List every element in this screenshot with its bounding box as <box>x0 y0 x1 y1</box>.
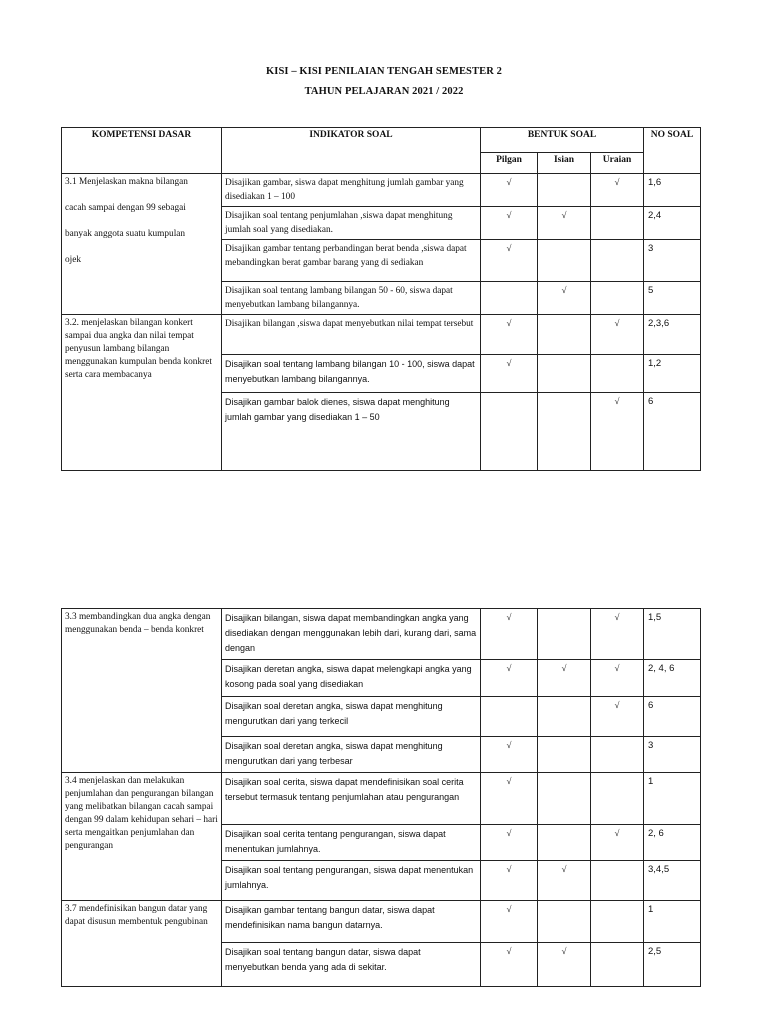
check-isian <box>538 174 591 207</box>
check-isian: √ <box>538 282 591 315</box>
check-uraian: √ <box>591 697 644 737</box>
header-pilgan: Pilgan <box>481 153 538 174</box>
indikator-cell: Disajikan bilangan, siswa dapat membandingkan angka yang disediakan dengan menggunakan lebih dari, kurang dari, sama dengan <box>222 609 481 660</box>
check-uraian <box>591 773 644 825</box>
header-no-soal: NO SOAL <box>644 128 701 174</box>
no-soal-cell: 1 <box>644 901 701 943</box>
check-uraian: √ <box>591 660 644 697</box>
header-indikator-soal: INDIKATOR SOAL <box>222 128 481 174</box>
check-isian <box>538 773 591 825</box>
check-isian <box>538 240 591 282</box>
check-isian <box>538 697 591 737</box>
no-soal-cell: 1,2 <box>644 355 701 393</box>
kompetensi-3-4: 3.4 menjelaskan dan melakukan penjumlahan dan pengurangan bilangan yang melibatkan bilangan cacah sampai dengan 99 dalam kehidupan sehari – hari serta mengaitkan penjumlahan dan pengurangan <box>62 773 222 901</box>
check-pilgan: √ <box>481 737 538 773</box>
no-soal-cell: 6 <box>644 697 701 737</box>
kompetensi-line: 3.1 Menjelaskan makna bilangan <box>65 177 188 187</box>
no-soal-cell: 1,6 <box>644 174 701 207</box>
indikator-cell: Disajikan soal deretan angka, siswa dapat menghitung mengurutkan dari yang terkecil <box>222 697 481 737</box>
kompetensi-line: cacah sampai dengan 99 sebagai <box>65 203 186 213</box>
header-isian: Isian <box>538 153 591 174</box>
indikator-cell: Disajikan bilangan ,siswa dapat menyebutkan nilai tempat tersebut <box>222 315 481 355</box>
check-isian <box>538 355 591 393</box>
indikator-cell: Disajikan soal deretan angka, siswa dapat menghitung mengurutkan dari yang terbesar <box>222 737 481 773</box>
kompetensi-3-3: 3.3 membandingkan dua angka dengan menggunakan benda – benda konkret <box>62 609 222 773</box>
no-soal-cell: 3 <box>644 737 701 773</box>
kisi-table-1 <box>61 127 701 471</box>
check-uraian <box>591 282 644 315</box>
table-row <box>62 315 701 355</box>
check-isian <box>538 315 591 355</box>
no-soal-cell: 3,4,5 <box>644 861 701 901</box>
indikator-cell: Disajikan soal tentang lambang bilangan 50 - 60, siswa dapat menyebutkan lambang bilangannya. <box>222 282 481 315</box>
check-uraian: √ <box>591 393 644 471</box>
header-uraian: Uraian <box>591 153 644 174</box>
check-isian <box>538 609 591 660</box>
check-isian: √ <box>538 660 591 697</box>
kompetensi-3-1 <box>62 174 222 315</box>
indikator-cell: Disajikan soal tentang penjumlahan ,siswa dapat menghitung jumlah soal yang disediakan. <box>222 207 481 240</box>
no-soal-cell: 2,5 <box>644 943 701 987</box>
check-isian <box>538 393 591 471</box>
check-pilgan: √ <box>481 315 538 355</box>
check-uraian <box>591 861 644 901</box>
check-pilgan: √ <box>481 943 538 987</box>
check-pilgan: √ <box>481 825 538 861</box>
check-isian: √ <box>538 861 591 901</box>
check-isian <box>538 737 591 773</box>
indikator-cell: Disajikan soal tentang pengurangan, siswa dapat menentukan jumlahnya. <box>222 861 481 901</box>
check-pilgan: √ <box>481 174 538 207</box>
table-row <box>62 773 701 825</box>
no-soal-cell: 5 <box>644 282 701 315</box>
table-row <box>62 901 701 943</box>
check-pilgan <box>481 282 538 315</box>
header-kompetensi-dasar: KOMPETENSI DASAR <box>62 128 222 174</box>
kompetensi-3-7: 3.7 mendefinisikan bangun datar yang dapat disusun membentuk pengubinan <box>62 901 222 987</box>
check-isian <box>538 901 591 943</box>
check-uraian: √ <box>591 825 644 861</box>
check-pilgan: √ <box>481 240 538 282</box>
check-uraian <box>591 355 644 393</box>
indikator-cell: Disajikan gambar tentang bangun datar, siswa dapat mendefinisikan nama bangun datarnya. <box>222 901 481 943</box>
header-bentuk-soal: BENTUK SOAL <box>481 128 644 153</box>
check-uraian <box>591 240 644 282</box>
check-isian <box>538 825 591 861</box>
document-title: KISI – KISI PENILAIAN TENGAH SEMESTER 2 <box>266 66 502 77</box>
kompetensi-line: banyak anggota suatu kumpulan <box>65 229 186 239</box>
indikator-cell: Disajikan gambar, siswa dapat menghitung jumlah gambar yang disediakan 1 – 100 <box>222 174 481 207</box>
check-pilgan: √ <box>481 207 538 240</box>
table-row <box>62 174 701 207</box>
kisi-table-2 <box>61 608 701 987</box>
check-pilgan: √ <box>481 773 538 825</box>
no-soal-cell: 3 <box>644 240 701 282</box>
check-pilgan: √ <box>481 609 538 660</box>
check-isian: √ <box>538 207 591 240</box>
no-soal-cell: 2, 6 <box>644 825 701 861</box>
indikator-cell: Disajikan gambar tentang perbandingan berat benda ,siswa dapat mebandingkan berat gambar barang yang di sediakan <box>222 240 481 282</box>
check-isian: √ <box>538 943 591 987</box>
check-pilgan <box>481 697 538 737</box>
check-uraian <box>591 207 644 240</box>
no-soal-cell: 2,4 <box>644 207 701 240</box>
indikator-cell: Disajikan soal tentang bangun datar, siswa dapat menyebutkan benda yang ada di sekitar. <box>222 943 481 987</box>
indikator-cell: Disajikan soal cerita, siswa dapat mendefinisikan soal cerita tersebut termasuk tentang penjumlahan atau pengurangan <box>222 773 481 825</box>
check-pilgan: √ <box>481 355 538 393</box>
no-soal-cell: 2, 4, 6 <box>644 660 701 697</box>
check-pilgan: √ <box>481 660 538 697</box>
no-soal-cell: 1,5 <box>644 609 701 660</box>
indikator-cell: Disajikan gambar balok dienes, siswa dapat menghitung jumlah gambar yang disediakan 1 – 50 <box>222 393 481 471</box>
check-uraian: √ <box>591 174 644 207</box>
check-pilgan: √ <box>481 861 538 901</box>
no-soal-cell: 1 <box>644 773 701 825</box>
check-uraian: √ <box>591 609 644 660</box>
kompetensi-3-2: 3.2. menjelaskan bilangan konkert sampai dua angka dan nilai tempat penyusun lambang bilangan menggunakan kumpulan benda konkret serta cara membacanya <box>62 315 222 471</box>
document-subtitle: TAHUN PELAJARAN 2021 / 2022 <box>304 86 464 97</box>
check-pilgan <box>481 393 538 471</box>
indikator-cell: Disajikan deretan angka, siswa dapat melengkapi angka yang kosong pada soal yang disediakan <box>222 660 481 697</box>
check-uraian: √ <box>591 315 644 355</box>
no-soal-cell: 2,3,6 <box>644 315 701 355</box>
kompetensi-line: ojek <box>65 255 82 265</box>
check-uraian <box>591 737 644 773</box>
indikator-cell: Disajikan soal tentang lambang bilangan 10 - 100, siswa dapat menyebutkan lambang bilangannya. <box>222 355 481 393</box>
table-row <box>62 609 701 660</box>
check-uraian <box>591 901 644 943</box>
check-pilgan: √ <box>481 901 538 943</box>
check-uraian <box>591 943 644 987</box>
no-soal-cell: 6 <box>644 393 701 471</box>
indikator-cell: Disajikan soal cerita tentang pengurangan, siswa dapat menentukan jumlahnya. <box>222 825 481 861</box>
